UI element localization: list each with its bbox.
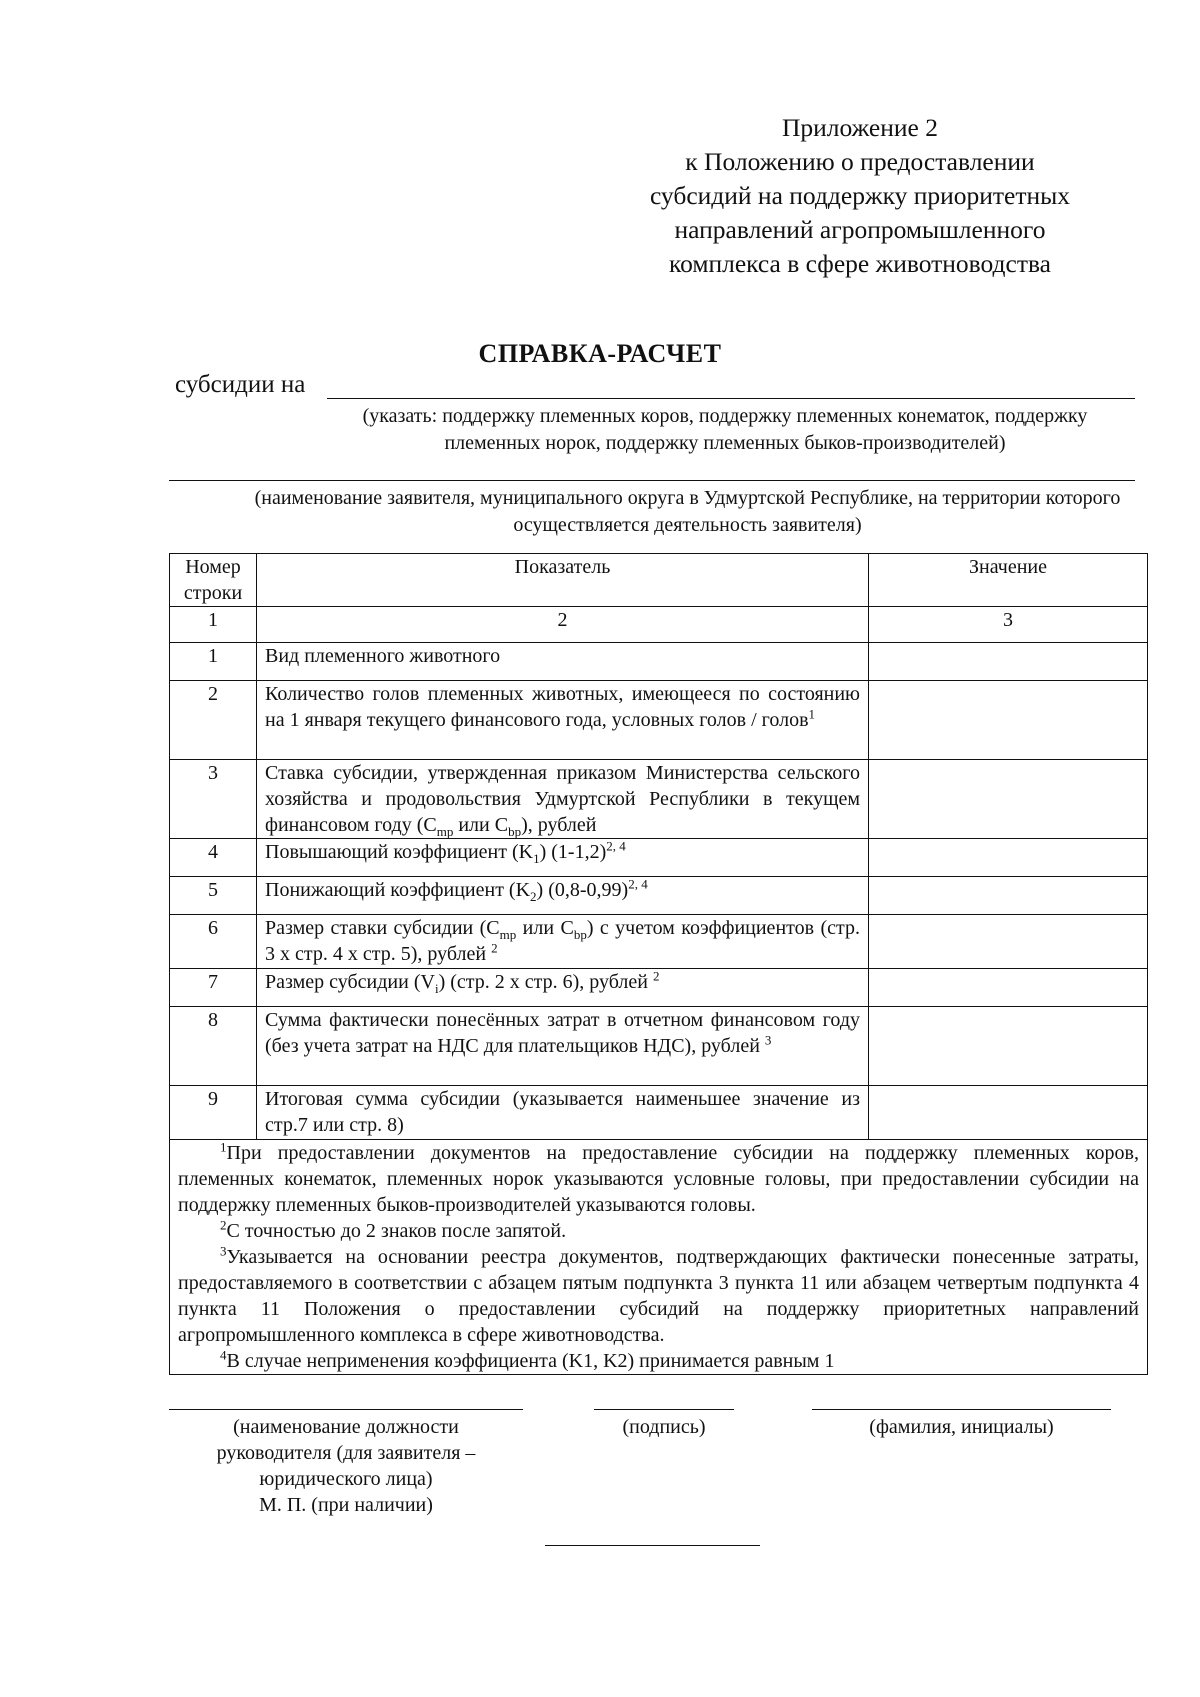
document-title: СПРАВКА-РАСЧЕТ [478, 339, 722, 368]
row-value[interactable] [869, 839, 1148, 877]
row-value[interactable] [869, 1007, 1148, 1086]
appendix-line: комплекса в сфере животноводства [668, 249, 1051, 278]
header-row-number: Номер строки [170, 554, 257, 607]
footnote: $^4$В случае неприменения коэффициента (K1, K2) принимается равным 1 [220, 1347, 835, 1372]
row-value[interactable] [869, 681, 1148, 760]
footnotes-row [170, 1140, 1148, 1375]
row-number: 4 [170, 839, 257, 877]
appendix-line: направлений агропромышленного [674, 215, 1046, 244]
signature-line[interactable] [594, 1409, 734, 1410]
header-indicator: Показатель [257, 554, 869, 607]
row-number: 3 [170, 760, 257, 839]
row-indicator: Размер ставки субсидии ($C_{mp}$ или $C_{bp}$) с учетом коэффициентов (стр. 3 x стр. 4 x стр. 5), рублей $^2$ [257, 915, 869, 969]
subsidy-fill-line[interactable] [327, 398, 1135, 399]
subsidy-hint: (указать: поддержку племенных коров, поддержку племенных конематок, поддержку племенных норок, поддержку племенных быков-производителей) [362, 405, 1088, 454]
signature-caption: (подпись) [622, 1416, 706, 1438]
footnote: $^3$Указывается на основании реестра документов, подтверждающих фактически понесенные затраты, предоставляемого в соответствии с абзацем пятым подпункта 3 пункта 11 или абзацем четвертым подпункта 4 пункта 11 Положения о предоставлении субсидий на поддержку приоритетных направлений агропромышленного комплекса в сфере животноводства. [178, 1243, 1139, 1346]
appendix-line: Приложение 2 [782, 113, 938, 142]
row-value[interactable] [869, 1086, 1148, 1140]
row-number: 5 [170, 877, 257, 915]
appendix-header [600, 111, 1120, 281]
row-value[interactable] [869, 915, 1148, 969]
name-signature-line[interactable] [812, 1409, 1111, 1410]
table-row [170, 969, 1148, 1007]
table-row [170, 915, 1148, 969]
row-number: 1 [170, 643, 257, 681]
applicant-hint: (наименование заявителя, муниципального округа в Удмуртской Республике, на территории которого осуществляется деятельность заявителя) [254, 487, 1121, 536]
row-indicator: Итоговая сумма субсидии (указывается наименьшее значение из стр.7 или стр. 8) [257, 1086, 869, 1140]
row-value[interactable] [869, 643, 1148, 681]
table-row [170, 877, 1148, 915]
row-indicator: Количество голов племенных животных, имеющееся по состоянию на 1 января текущего финансового года, условных голов / голов$^1$ [257, 681, 869, 760]
table-row [170, 760, 1148, 839]
column-number: 1 [170, 607, 257, 643]
row-number: 9 [170, 1086, 257, 1140]
row-indicator: Вид племенного животного [257, 643, 869, 681]
subsidy-label: субсидии на [175, 371, 306, 398]
column-number-row [170, 607, 1148, 643]
row-indicator: Понижающий коэффициент $(K_2)$ $(0,8-0,99)^{2, 4}$ [257, 877, 869, 915]
footnote: $^2$С точностью до 2 знаков после запятой. [220, 1217, 567, 1242]
row-number: 8 [170, 1007, 257, 1086]
applicant-fill-line[interactable] [169, 480, 1135, 481]
table-row [170, 1007, 1148, 1086]
header-value: Значение [869, 554, 1148, 607]
appendix-line: субсидий на поддержку приоритетных [649, 181, 1071, 210]
table-row [170, 839, 1148, 877]
position-caption: (наименование должности руководителя (для заявителя – юридического лица) М. П. (при наличии) [216, 1416, 476, 1516]
table-header-row [170, 554, 1148, 607]
row-number: 7 [170, 969, 257, 1007]
appendix-line: к Положению о предоставлении [685, 147, 1035, 176]
name-caption: (фамилия, инициалы) [869, 1416, 1054, 1438]
row-number: 6 [170, 915, 257, 969]
position-signature-line[interactable] [169, 1409, 523, 1410]
column-number: 3 [869, 607, 1148, 643]
bottom-line[interactable] [545, 1545, 760, 1546]
row-indicator: Размер субсидии $(V_i)$ (стр. 2 x стр. 6), рублей $^2$ [257, 969, 869, 1007]
row-number: 2 [170, 681, 257, 760]
row-value[interactable] [869, 969, 1148, 1007]
calculation-table [169, 553, 1148, 1375]
row-indicator: Сумма фактически понесённых затрат в отчетном финансовом году (без учета затрат на НДС для плательщиков НДС), рублей $^3$ [257, 1007, 869, 1086]
column-number: 2 [257, 607, 869, 643]
footnotes [170, 1140, 1148, 1375]
table-row [170, 1086, 1148, 1140]
row-indicator: Повышающий коэффициент $(K_1)$ $(1-1,2)^{2, 4}$ [257, 839, 869, 877]
table-row [170, 643, 1148, 681]
footnote: $^1$При предоставлении документов на предоставление субсидии на поддержку племенных коров, племенных конематок, племенных норок указываются условные головы, при предоставлении субсидии на поддержку племенных быков-производителей указываются головы. [178, 1139, 1139, 1216]
row-value[interactable] [869, 760, 1148, 839]
row-indicator: Ставка субсидии, утвержденная приказом Министерства сельского хозяйства и продовольствия Удмуртской Республики в текущем финансовом году ($С_{mp}$ или $С_{bp}$), рублей [257, 760, 869, 839]
table-row [170, 681, 1148, 760]
row-value[interactable] [869, 877, 1148, 915]
